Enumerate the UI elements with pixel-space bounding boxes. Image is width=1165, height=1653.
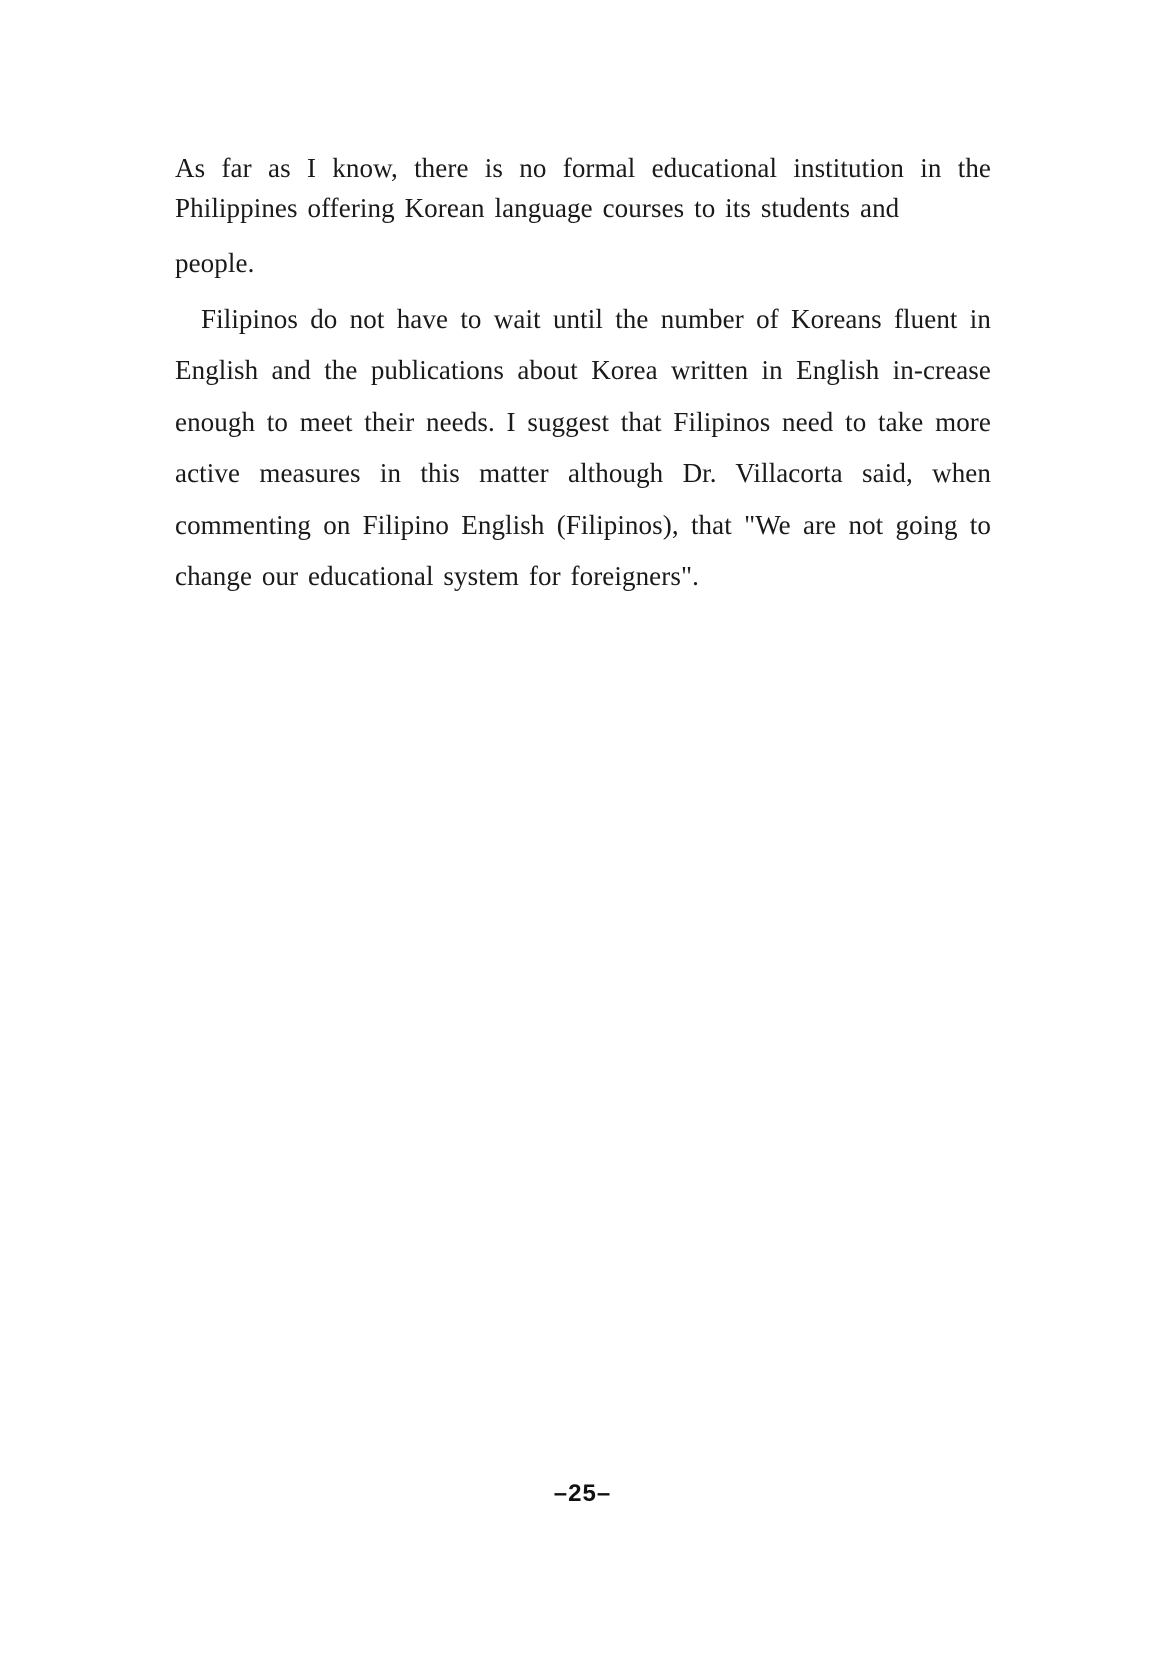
page-number: –25– bbox=[553, 1480, 612, 1507]
paragraph-1-continuation: people. bbox=[175, 248, 255, 278]
paragraph-1: As far as I know, there is no formal educational institution in the Philippines offering Korean language courses to its students and bbox=[175, 153, 991, 223]
paragraph-2: Filipinos do not have to wait until the number of Koreans fluent in English and the publications about Korea written in English in-crease enough to meet their needs. I suggest that Filipinos need to take more active measures in this matter although Dr. Villacorta said, when commenting on Filipino English (Filipinos), that "We are not going to change our educational system for foreigners". bbox=[175, 303, 991, 591]
body-text bbox=[175, 148, 991, 603]
